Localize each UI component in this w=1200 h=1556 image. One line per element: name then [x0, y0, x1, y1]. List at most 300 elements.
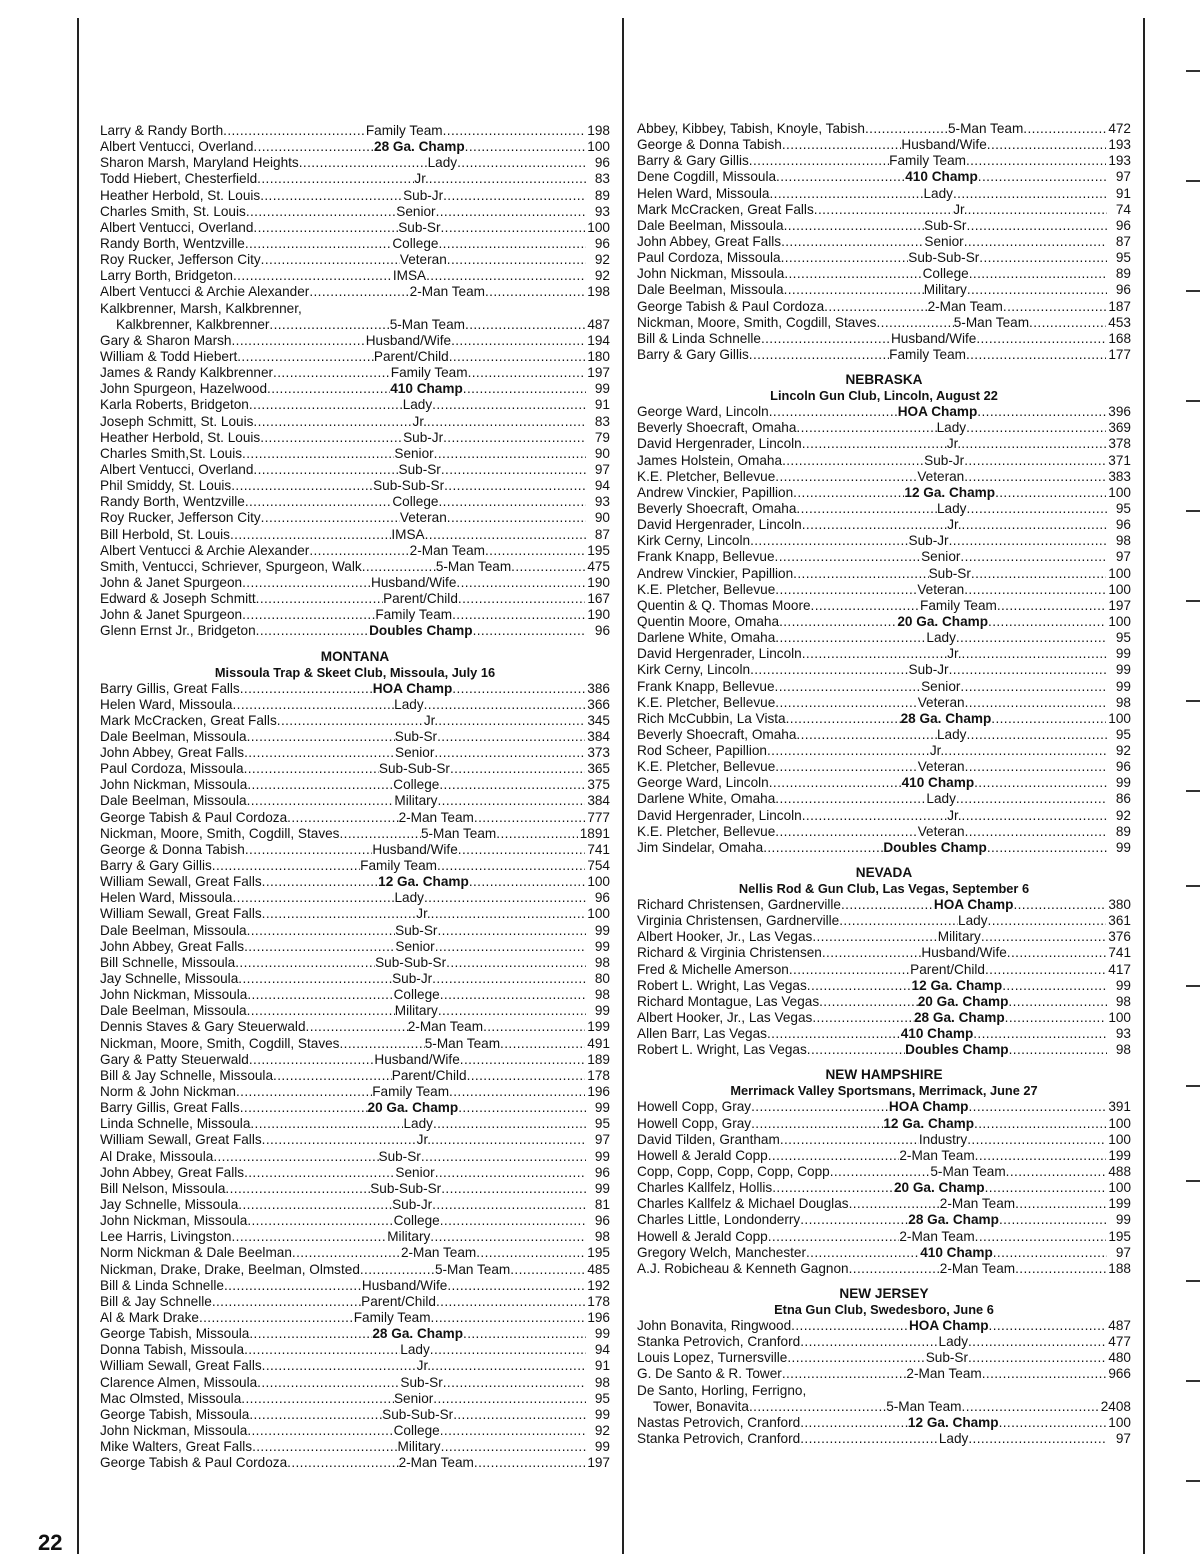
shooter-name: Lee Harris, Livingston: [100, 1229, 232, 1245]
right-column-rule: [1143, 18, 1145, 1554]
shooter-name: Glenn Ernst Jr., Bridgeton: [100, 623, 256, 639]
score-value: 96: [594, 235, 610, 251]
shooter-name: Al & Mark Drake: [100, 1309, 199, 1325]
dot-leader: [249, 397, 403, 413]
dot-leader: [511, 559, 585, 575]
dot-leader: [775, 679, 922, 695]
shooter-name: Randy Borth, Wentzville: [100, 235, 245, 251]
dot-leader: [793, 485, 904, 501]
score-value: 99: [1115, 1212, 1131, 1228]
shooter-name: Tower, Bonavita: [653, 1398, 749, 1414]
dot-leader: [467, 1068, 586, 1084]
dot-leader: [949, 533, 1107, 549]
shooter-name: George Ward, Lincoln: [637, 404, 769, 420]
dot-leader: [224, 1278, 362, 1294]
result-row: [100, 1197, 610, 1213]
dot-leader: [444, 478, 586, 494]
shooter-name: John Abbey, Great Falls: [100, 745, 245, 761]
result-row: [100, 462, 610, 478]
score-value: 366: [587, 696, 610, 712]
score-value: 100: [1108, 1131, 1131, 1147]
score-value: 177: [1108, 346, 1131, 362]
score-value: 373: [587, 745, 610, 761]
dot-leader: [443, 188, 586, 204]
dot-leader: [457, 155, 586, 171]
result-row: [637, 153, 1131, 169]
result-row: [637, 234, 1131, 250]
score-value: 193: [1108, 153, 1131, 169]
dot-leader: [968, 1350, 1106, 1366]
result-row: [100, 252, 610, 268]
result-row: [637, 169, 1131, 185]
shooter-name: David Hergenrader, Lincoln: [637, 436, 802, 452]
score-value: 92: [1115, 743, 1131, 759]
dot-leader: [212, 1294, 361, 1310]
dot-leader: [247, 729, 395, 745]
dot-leader: [435, 1165, 586, 1181]
event-name: Family Team: [365, 123, 443, 138]
dot-leader: [241, 1391, 394, 1407]
dot-leader: [299, 155, 428, 171]
score-value: 966: [1108, 1366, 1131, 1382]
event-name: Lady: [400, 1342, 430, 1358]
dot-leader: [782, 137, 902, 153]
dot-leader: [223, 123, 366, 139]
shooter-name: David Tilden, Grantham: [637, 1131, 780, 1147]
dot-leader: [800, 1415, 908, 1431]
result-row: [100, 381, 610, 397]
result-row: [637, 840, 1131, 856]
score-value: 1891: [579, 825, 610, 841]
event-name: 2-Man Team: [927, 298, 1003, 314]
dot-leader: [989, 1318, 1107, 1334]
result-row: [637, 315, 1131, 331]
dot-leader: [252, 1439, 397, 1455]
dot-leader: [961, 436, 1106, 452]
dot-leader: [446, 955, 586, 971]
score-value: 384: [587, 728, 610, 744]
dot-leader: [985, 962, 1106, 978]
event-name: Lady: [936, 726, 967, 742]
dot-leader: [261, 510, 400, 526]
dot-leader: [438, 494, 586, 510]
dot-leader: [775, 695, 917, 711]
shooter-name: De Santo, Horling, Ferrigno,: [637, 1382, 807, 1398]
dot-leader: [360, 1262, 435, 1278]
score-value: 99: [1115, 839, 1131, 855]
dot-leader: [242, 607, 375, 623]
score-value: 97: [594, 461, 610, 477]
margin-tick: [1186, 1280, 1200, 1282]
result-row: [100, 575, 610, 591]
score-value: 180: [587, 348, 610, 364]
result-row: [100, 745, 610, 761]
dot-leader: [775, 469, 917, 485]
event-name: 5-Man Team: [947, 121, 1024, 136]
shooter-name: Copp, Copp, Copp, Copp, Copp: [637, 1164, 830, 1180]
dot-leader: [964, 234, 1107, 250]
event-name: 2-Man Team: [899, 1228, 975, 1244]
dot-leader: [434, 446, 586, 462]
event-name: Veteran: [917, 581, 965, 597]
dot-leader: [789, 962, 910, 978]
dot-leader: [257, 171, 414, 187]
score-value: 79: [594, 429, 610, 445]
result-row: [637, 791, 1131, 807]
dot-leader: [431, 1132, 586, 1148]
dot-leader: [277, 713, 424, 729]
shooter-name: K.E. Pletcher, Bellevue: [637, 581, 776, 597]
event-name: Jr.: [416, 906, 431, 922]
score-value: 98: [1115, 993, 1131, 1009]
dot-leader: [965, 824, 1107, 840]
left-column: [100, 123, 610, 1471]
event-name: 28 Ga. Champ: [372, 1326, 464, 1342]
dot-leader: [436, 204, 586, 220]
result-row: [100, 123, 610, 139]
shooter-name: Dale Beelman, Missoula: [637, 217, 784, 233]
event-name: Jr.: [423, 712, 439, 728]
dot-leader: [995, 485, 1106, 501]
score-value: 92: [594, 1422, 610, 1438]
dot-leader: [431, 1310, 586, 1326]
score-value: 99: [1115, 662, 1131, 678]
result-row: [637, 1196, 1131, 1212]
shooter-name: Norm Nickman & Dale Beelman: [100, 1245, 292, 1261]
dot-leader: [245, 494, 393, 510]
center-column-rule: [622, 18, 624, 1554]
dot-leader: [287, 810, 398, 826]
dot-leader: [786, 711, 901, 727]
shooter-name: Andrew Vinckier, Papillion: [637, 565, 794, 581]
result-row: [637, 1399, 1131, 1415]
dot-leader: [231, 1229, 387, 1245]
result-row: [100, 1358, 610, 1374]
dot-leader: [751, 1116, 883, 1132]
dot-leader: [199, 1310, 354, 1326]
shooter-name: George & Donna Tabish: [100, 841, 245, 857]
dot-leader: [292, 1245, 401, 1261]
dot-leader: [812, 929, 937, 945]
shooter-name: George Tabish & Paul Cordoza: [100, 1455, 288, 1471]
result-row: [100, 139, 610, 155]
score-value: 199: [1108, 1196, 1131, 1212]
score-value: 97: [594, 1132, 610, 1148]
margin-tick: [1186, 1480, 1200, 1482]
score-value: 95: [594, 1116, 610, 1132]
shooter-name: Helen Ward, Missoula: [100, 696, 233, 712]
dot-leader: [965, 695, 1107, 711]
score-value: 197: [1108, 597, 1131, 613]
dot-leader: [964, 469, 1106, 485]
dot-leader: [232, 890, 394, 906]
shooter-name: Bill Nelson, Missoula: [100, 1180, 226, 1196]
event-name: 2-Man Team: [400, 1245, 477, 1261]
event-name: 12 Ga. Champ: [911, 977, 1003, 993]
dot-leader: [244, 939, 395, 955]
event-name: Husband/Wife: [374, 1051, 460, 1067]
club-subheading: Etna Gun Club, Swedesboro, June 6: [774, 1302, 994, 1317]
shooter-name: Kirk Cerny, Lincoln: [637, 662, 751, 678]
result-row: [100, 777, 610, 793]
score-value: 94: [594, 1342, 610, 1358]
dot-leader: [768, 1229, 900, 1245]
event-name: Husband/Wife: [361, 1277, 448, 1293]
shooter-name: Bill Herbold, St. Louis: [100, 526, 230, 542]
event-name: Parent/Child: [373, 348, 449, 364]
dot-leader: [309, 543, 409, 559]
shooter-name: Rich McCubbin, La Vista: [637, 710, 786, 726]
score-value: 100: [1108, 1010, 1131, 1026]
result-row: [100, 681, 610, 697]
margin-tick: [1186, 290, 1200, 292]
shooter-name: Larry Borth, Bridgeton: [100, 268, 233, 284]
shooter-name: Paul Cordoza, Missoula: [100, 761, 244, 777]
event-name: Sub-Sub-Sr: [375, 954, 447, 970]
score-value: 80: [594, 971, 610, 987]
shooter-name: Kirk Cerny, Lincoln: [637, 533, 751, 549]
result-row: [637, 1431, 1131, 1447]
result-row: [100, 1036, 610, 1052]
score-value: 199: [587, 1019, 610, 1035]
shooter-name: Norm & John Nickman: [100, 1084, 236, 1100]
dot-leader: [485, 284, 585, 300]
dot-leader: [453, 1407, 586, 1423]
margin-tick: [1186, 1180, 1200, 1182]
result-row: [100, 906, 610, 922]
dot-leader: [775, 759, 917, 775]
dot-leader: [485, 543, 585, 559]
result-row: [637, 485, 1131, 501]
dot-leader: [1023, 121, 1106, 137]
result-row: [100, 155, 610, 171]
score-value: 100: [1108, 710, 1131, 726]
dot-leader: [802, 436, 947, 452]
event-name: Lady: [394, 696, 424, 712]
score-value: 192: [587, 1277, 610, 1293]
dot-leader: [483, 1019, 585, 1035]
shooter-name: William Sewall, Great Falls: [100, 906, 262, 922]
dot-leader: [1008, 994, 1107, 1010]
result-row: [637, 1261, 1131, 1277]
dot-leader: [781, 250, 909, 266]
result-row: [637, 1042, 1131, 1058]
dot-leader: [468, 365, 586, 381]
dot-leader: [767, 743, 930, 759]
result-row: [100, 171, 610, 187]
score-value: 96: [594, 890, 610, 906]
score-value: 96: [594, 1164, 610, 1180]
dot-leader: [261, 252, 400, 268]
shooter-name: Beverly Shoecraft, Omaha: [637, 500, 797, 516]
event-name: Family Team: [920, 597, 997, 613]
score-value: 98: [594, 1374, 610, 1390]
shooter-name: John Abbey, Great Falls: [100, 938, 245, 954]
shooter-name: Frank Knapp, Bellevue: [637, 549, 775, 565]
result-row: [100, 810, 610, 826]
shooter-name: Dale Beelman, Missoula: [100, 922, 247, 938]
score-value: 91: [1115, 185, 1131, 201]
event-name: College: [393, 777, 440, 793]
dot-leader: [244, 1342, 400, 1358]
shooter-name: James & Randy Kalkbrenner: [100, 365, 274, 381]
event-name: 28 Ga. Champ: [374, 139, 465, 155]
dot-leader: [784, 218, 925, 234]
event-name: Lady: [936, 500, 967, 516]
shooter-name: Bill & Jay Schnelle, Missoula: [100, 1067, 274, 1083]
result-row: [100, 729, 610, 745]
shooter-name: Beverly Shoecraft, Omaha: [637, 420, 797, 436]
result-row: [100, 317, 610, 333]
result-row: [100, 1165, 610, 1181]
event-name: 28 Ga. Champ: [900, 710, 992, 726]
dot-leader: [436, 1294, 585, 1310]
dot-leader: [767, 1026, 901, 1042]
score-value: 93: [1115, 1026, 1131, 1042]
event-name: 410 Champ: [390, 381, 463, 397]
result-row: [100, 220, 610, 236]
score-value: 193: [1108, 137, 1131, 153]
dot-leader: [426, 268, 586, 284]
event-name: 2-Man Team: [407, 1019, 484, 1035]
dot-leader: [230, 527, 391, 543]
score-value: 100: [1108, 565, 1131, 581]
dot-leader: [306, 1019, 408, 1035]
shooter-name: G. De Santo & R. Tower: [637, 1366, 782, 1382]
event-name: Lady: [926, 630, 956, 646]
shooter-name: Barry Gillis, Great Falls: [100, 1100, 240, 1116]
dot-leader: [247, 1423, 393, 1439]
shooter-name: Virginia Christensen, Gardnerville: [637, 913, 840, 929]
score-value: 375: [587, 777, 610, 793]
event-name: College: [393, 1422, 440, 1438]
dot-leader: [438, 1003, 586, 1019]
shooter-name: George Ward, Lincoln: [637, 775, 769, 791]
event-name: Senior: [396, 203, 436, 219]
dot-leader: [966, 501, 1107, 517]
dot-leader: [476, 1245, 585, 1261]
dot-leader: [800, 1212, 908, 1228]
result-row: [637, 1229, 1131, 1245]
shooter-name: Mark McCracken, Great Falls: [637, 201, 814, 217]
dot-leader: [231, 478, 373, 494]
score-value: 97: [1115, 169, 1131, 185]
dot-leader: [465, 317, 585, 333]
result-row: [637, 121, 1131, 137]
result-row: [637, 202, 1131, 218]
score-value: 91: [594, 397, 610, 413]
result-row: [637, 897, 1131, 913]
dot-leader: [253, 462, 398, 478]
result-row: [100, 955, 610, 971]
club-subheading: Nellis Rod & Gun Club, Las Vegas, September 6: [738, 881, 1030, 897]
event-name: Sub-Sub-Sr: [370, 1180, 442, 1196]
dot-leader: [975, 1148, 1107, 1164]
event-name: College: [922, 266, 969, 282]
event-name: Military: [387, 1229, 431, 1245]
shooter-name: Quentin & Q. Thomas Moore: [637, 597, 811, 613]
state-heading: MONTANA: [320, 648, 390, 664]
event-name: Parent/Child: [361, 1293, 436, 1309]
result-row: [637, 1212, 1131, 1228]
dot-leader: [238, 971, 392, 987]
result-row: [100, 446, 610, 462]
dot-leader: [246, 204, 396, 220]
event-name: Husband/Wife: [372, 841, 458, 857]
event-name: IMSA: [391, 526, 425, 542]
dot-leader: [253, 414, 412, 430]
dot-leader: [339, 1036, 424, 1052]
dot-leader: [247, 1213, 393, 1229]
result-row: [100, 1132, 610, 1148]
event-name: 410 Champ: [905, 169, 978, 185]
event-name: College: [392, 494, 439, 510]
result-row: [637, 299, 1131, 315]
result-row: [637, 913, 1131, 929]
shooter-name: Richard Christensen, Gardnerville: [637, 897, 841, 913]
result-row: [637, 1132, 1131, 1148]
score-value: 90: [594, 445, 610, 461]
dot-leader: [237, 349, 374, 365]
result-row: [637, 962, 1131, 978]
dot-leader: [839, 913, 958, 929]
shooter-name: Karla Roberts, Bridgeton: [100, 397, 249, 413]
shooter-name: Albert Hooker, Jr., Las Vegas: [637, 1010, 813, 1026]
event-name: Lady: [394, 890, 424, 906]
dot-leader: [443, 123, 586, 139]
dot-leader: [431, 1358, 586, 1374]
event-name: Jr.: [414, 171, 429, 187]
shooter-name: K.E. Pletcher, Bellevue: [637, 468, 776, 484]
score-value: 99: [594, 1439, 610, 1455]
dot-leader: [800, 1334, 938, 1350]
score-value: 98: [594, 954, 610, 970]
dot-leader: [769, 775, 902, 791]
score-value: 371: [1108, 452, 1131, 468]
dot-leader: [841, 897, 934, 913]
result-row: [100, 842, 610, 858]
margin-tick: [1186, 180, 1200, 182]
event-name: 20 Ga. Champ: [893, 1180, 985, 1196]
event-name: Sub-Sr: [398, 461, 441, 477]
dot-leader: [982, 1366, 1107, 1382]
dot-leader: [811, 598, 921, 614]
event-name: Sub-Jr: [392, 971, 433, 987]
shooter-name: Charles Smith, St. Louis: [100, 203, 246, 219]
result-row: [637, 711, 1131, 727]
event-name: 410 Champ: [900, 1026, 974, 1042]
dot-leader: [796, 501, 937, 517]
event-name: Family Team: [889, 346, 966, 362]
score-value: 95: [1115, 630, 1131, 646]
score-value: 365: [587, 761, 610, 777]
shooter-name: Charles Smith,St. Louis: [100, 445, 243, 461]
shooter-name: Todd Hiebert, Chesterfield: [100, 171, 258, 187]
result-row: [637, 1180, 1131, 1196]
result-row: [637, 646, 1131, 662]
shooter-name: Bill & Linda Schnelle: [100, 1277, 224, 1293]
dot-leader: [966, 218, 1107, 234]
result-row: [100, 1423, 610, 1439]
dot-leader: [449, 349, 586, 365]
dot-leader: [1013, 897, 1106, 913]
dot-leader: [430, 1229, 586, 1245]
shooter-name: Richard & Virginia Christensen: [637, 945, 822, 961]
dot-leader: [440, 1423, 586, 1439]
event-name: 410 Champ: [920, 1244, 993, 1260]
shooter-name: John Nickman, Missoula: [637, 266, 785, 282]
dot-leader: [447, 252, 586, 268]
